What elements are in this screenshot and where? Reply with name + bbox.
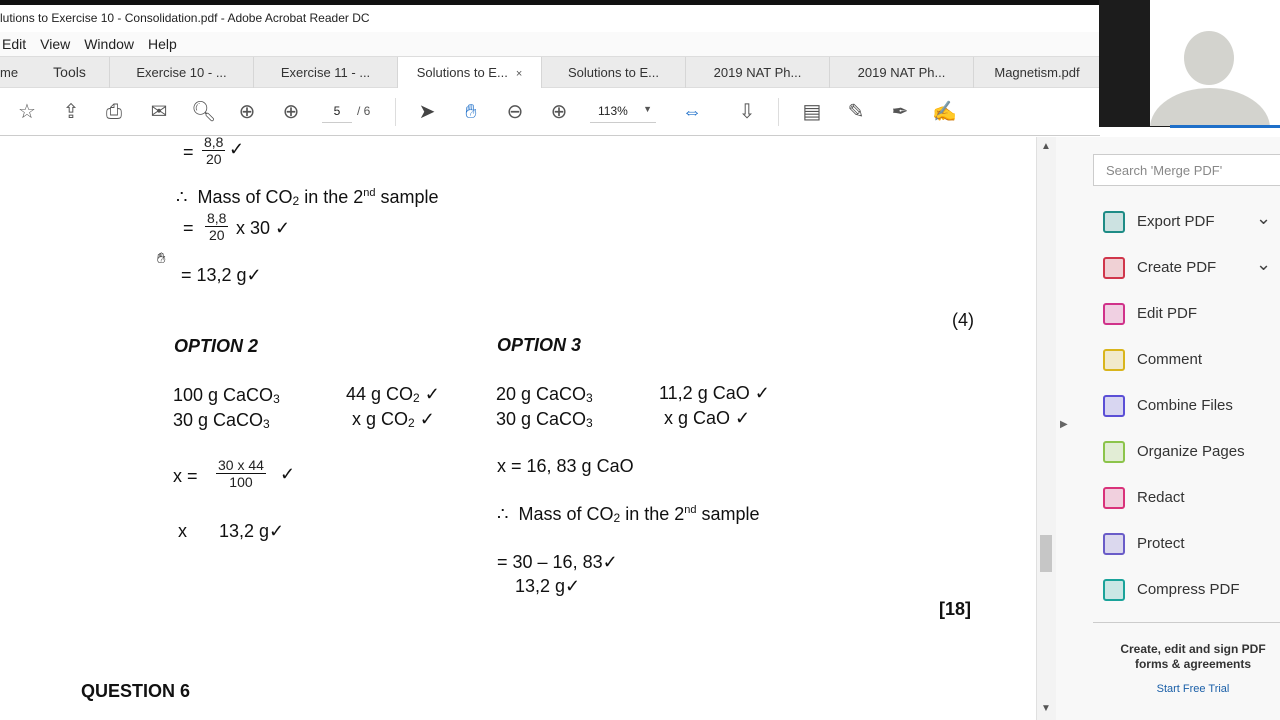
toolbar (0, 88, 1100, 136)
subscript: 3 (263, 417, 270, 431)
denominator: 100 (229, 474, 253, 490)
fraction (202, 137, 225, 167)
export-pdf-icon (1103, 211, 1125, 233)
tool-edit-pdf[interactable] (1137, 302, 1197, 326)
text: sample (696, 504, 760, 524)
superscript: nd (684, 504, 697, 516)
video-indicator (1170, 125, 1280, 128)
mass-line (497, 504, 760, 525)
therefore-symbol: ∴ (176, 187, 188, 207)
promo-text: Create, edit and sign PDF forms & agreements (1120, 642, 1266, 671)
check-mark: ✓ (229, 139, 245, 159)
text: 30 g CaCO (173, 410, 264, 430)
result: = 13,2 g✓ (181, 265, 262, 285)
tool-label: Compress PDF (1137, 581, 1240, 598)
denominator: 20 (205, 151, 222, 167)
title-bar (0, 5, 1100, 32)
superscript: nd (363, 187, 376, 199)
equals: = (183, 218, 194, 238)
text: in the 2 (620, 504, 685, 524)
numerator: 8,8 (207, 210, 227, 226)
text: 30 g CaCO (496, 409, 587, 429)
tab-label: 2019 NAT Ph... (857, 65, 946, 80)
tab-label: 2019 NAT Ph... (713, 65, 802, 80)
window-title: lutions to Exercise 10 - Consolidation.pdf - Adobe Acrobat Reader DC (0, 11, 370, 25)
fill-sign-icon[interactable]: ✍ (932, 101, 957, 123)
tool-export-pdf[interactable] (1137, 210, 1215, 234)
tool-combine-files[interactable] (1137, 394, 1233, 418)
print-icon[interactable]: ⎙ (106, 101, 122, 123)
text: 20 g CaCO (496, 384, 587, 404)
tab-label: Tools (53, 64, 86, 80)
text (352, 409, 435, 430)
hand-tool-icon[interactable]: ✋︎ (465, 101, 477, 123)
tab-document[interactable] (830, 57, 974, 88)
avatar-body (1150, 88, 1270, 126)
subscript: 2 (408, 416, 415, 430)
subscript: 3 (586, 416, 593, 430)
find-search-icon[interactable]: 🔍︎ (191, 101, 217, 123)
fraction (216, 457, 266, 490)
numerator: 30 x 44 (218, 457, 264, 473)
tools-search-input[interactable]: Search 'Merge PDF' (1093, 154, 1280, 186)
tab-label: Solutions to E... (567, 65, 660, 80)
tab-label: Solutions to E... (416, 65, 508, 80)
zoom-value: 113% (598, 104, 628, 118)
therefore-symbol: ∴ (497, 504, 509, 524)
organize-pages-icon (1103, 441, 1125, 463)
check-mark: ✓ (280, 464, 296, 484)
marks: (4) (952, 310, 974, 330)
tool-label: Edit PDF (1137, 305, 1198, 322)
subscript: 3 (586, 391, 593, 405)
text: 11,2 g CaO ✓ (659, 383, 770, 403)
document-page[interactable] (0, 137, 1036, 720)
tool-comment[interactable] (1137, 348, 1202, 372)
edit-pdf-icon (1103, 303, 1125, 325)
marks-total: [18] (939, 599, 972, 619)
combine-files-icon (1103, 395, 1125, 417)
tool-label: Protect (1137, 535, 1185, 552)
text: x g CaO ✓ (664, 408, 751, 428)
text (346, 384, 440, 405)
tab-tools[interactable] (30, 57, 110, 88)
option-3-heading: OPTION 3 (497, 335, 582, 355)
tool-label: Organize Pages (1137, 443, 1245, 460)
divider (1093, 622, 1280, 623)
text (173, 385, 280, 406)
tool-organize-pages[interactable] (1137, 440, 1245, 464)
result: 13,2 g✓ (515, 576, 581, 596)
result: 13,2 g✓ (219, 521, 285, 541)
protect-icon (1103, 533, 1125, 555)
menu-window[interactable]: Window (84, 36, 135, 52)
scroll-up-icon[interactable]: ▲ (1041, 141, 1051, 152)
create-pdf-icon (1103, 257, 1125, 279)
denominator: 20 (208, 227, 225, 243)
tab-document[interactable] (254, 57, 398, 88)
compress-pdf-icon (1103, 579, 1125, 601)
text: x = (173, 466, 198, 486)
text: Mass of CO (197, 187, 293, 207)
chevron-down-icon: ▼ (643, 104, 652, 114)
text: x g CO (352, 409, 409, 429)
hand-cursor-icon: ✋︎ (157, 250, 166, 267)
select-cursor-icon[interactable]: ➤ (418, 101, 436, 123)
fit-page-icon[interactable]: ⇔ (682, 101, 702, 123)
sign-icon[interactable]: ✒ (891, 101, 909, 123)
avatar-head (1184, 31, 1234, 85)
numerator: 8,8 (202, 137, 225, 151)
tool-label: Combine Files (1137, 397, 1233, 414)
tab-document[interactable] (542, 57, 686, 88)
subscript: 3 (273, 392, 280, 406)
text: = 30 – 16, 83✓ (497, 552, 618, 572)
start-free-trial-link[interactable]: Start Free Trial (1156, 683, 1230, 695)
scroll-down-icon[interactable]: ▼ (1041, 703, 1051, 714)
close-tab-icon[interactable]: × (515, 68, 523, 80)
tab-label: Magnetism.pdf (994, 65, 1080, 80)
menu-edit[interactable]: Edit (2, 36, 27, 52)
subscript: 2 (413, 391, 420, 405)
zoom-in-icon[interactable]: ⊕ (550, 101, 568, 123)
tool-label: Create PDF (1137, 259, 1217, 276)
text (496, 409, 593, 430)
comment-icon (1103, 349, 1125, 371)
text (496, 384, 593, 405)
subscript: 2 (613, 511, 621, 525)
tab-label: Exercise 10 - ... (136, 65, 227, 80)
tab-document[interactable] (974, 57, 1100, 88)
tab-document-active[interactable] (398, 57, 542, 89)
chevron-down-icon[interactable]: ⌄ (1256, 208, 1272, 228)
page-total: / 6 (357, 104, 371, 118)
tool-label: Redact (1137, 489, 1185, 506)
menu-bar (0, 32, 1100, 56)
tool-protect[interactable] (1137, 532, 1185, 556)
fraction (205, 210, 228, 243)
text: x (178, 521, 187, 541)
tab-label: Exercise 11 - ... (280, 65, 371, 80)
text: sample (375, 187, 439, 207)
tab-label: me (0, 65, 19, 80)
upload-cloud-icon[interactable]: ⇪ (62, 101, 80, 123)
equals: = (183, 142, 194, 162)
avatar (1150, 0, 1280, 126)
tab-bar (0, 56, 1100, 88)
zoom-select[interactable] (590, 104, 656, 123)
text: x = 16, 83 g CaO (497, 456, 634, 476)
chevron-down-icon[interactable]: ⌄ (1256, 254, 1272, 274)
check-mark: ✓ (424, 384, 440, 404)
bookmark-star-icon[interactable]: ☆ (18, 101, 36, 123)
text (173, 410, 270, 431)
collapse-pane-icon[interactable]: ▶ (1060, 419, 1068, 430)
option-2-heading: OPTION 2 (174, 336, 259, 356)
tool-label: Export PDF (1137, 213, 1215, 230)
menu-view[interactable]: View (40, 36, 71, 52)
tab-document[interactable] (110, 57, 254, 88)
scrollbar-thumb[interactable] (1040, 535, 1052, 572)
text: Mass of CO (518, 504, 614, 524)
text: x 30 ✓ (236, 218, 291, 238)
page-number-input[interactable]: 5 (322, 104, 352, 123)
tool-label: Comment (1137, 351, 1203, 368)
vertical-scrollbar[interactable] (1036, 137, 1056, 720)
subscript: 2 (292, 194, 300, 208)
zoom-out-icon[interactable]: ⊖ (506, 101, 524, 123)
mass-line (176, 187, 439, 208)
text: 44 g CO (346, 384, 414, 404)
previous-page-icon[interactable]: ⊕ (238, 101, 256, 123)
highlight-pen-icon[interactable]: ✎ (847, 101, 865, 123)
check-mark: ✓ (419, 409, 435, 429)
tool-compress-pdf[interactable] (1137, 578, 1240, 602)
menu-help[interactable]: Help (148, 36, 177, 52)
text: 100 g CaCO (173, 385, 274, 405)
tab-document[interactable] (686, 57, 830, 88)
text: in the 2 (299, 187, 364, 207)
question-heading: QUESTION 6 (81, 681, 191, 701)
redact-icon (1103, 487, 1125, 509)
scrolling-mode-icon[interactable]: ⇩ (738, 101, 756, 123)
email-icon[interactable]: ✉ (150, 101, 168, 123)
next-page-icon[interactable]: ⊕ (282, 101, 300, 123)
comment-icon[interactable]: ▤ (802, 101, 822, 123)
tab-home[interactable] (0, 57, 30, 88)
tool-redact[interactable] (1137, 486, 1185, 510)
tool-create-pdf[interactable] (1137, 256, 1216, 280)
